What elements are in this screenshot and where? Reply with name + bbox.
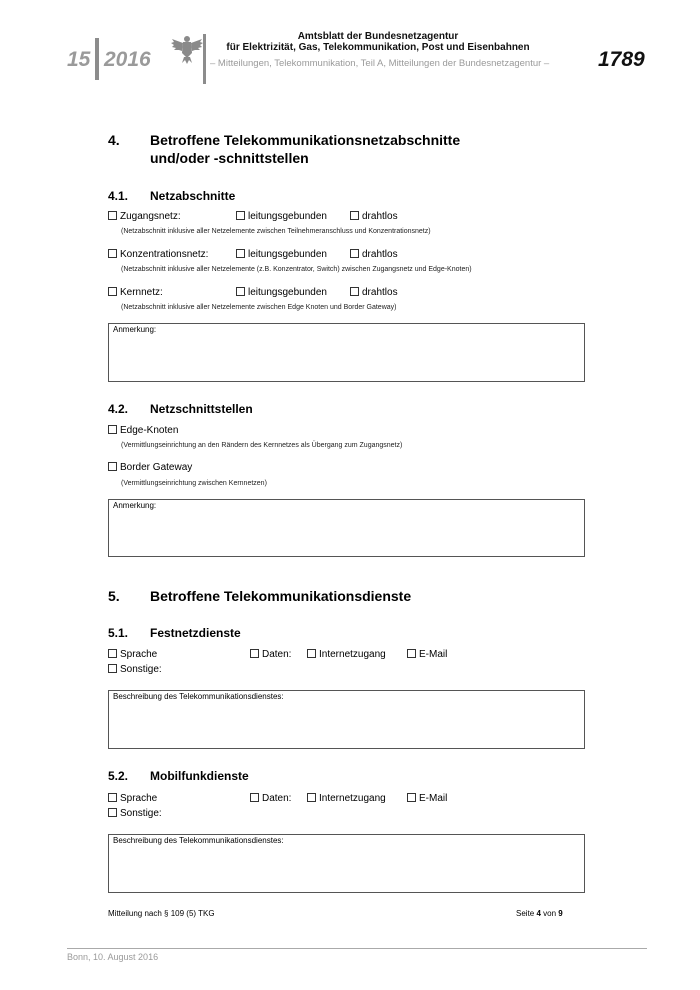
checkbox-icon [236, 211, 245, 220]
checkbox-label: Internetzugang [319, 649, 386, 660]
section-4-1-title: Netzabschnitte [150, 189, 236, 203]
section-5-1-number: 5.1. [108, 626, 129, 640]
checkbox-konzentrationsnetz-drahtlos[interactable] [350, 249, 398, 260]
section-5-heading [108, 587, 411, 605]
section-5-2-heading [108, 769, 249, 783]
description-label: Beschreibung des Telekommunikationsdienstes: [113, 836, 284, 845]
checkbox-label: Zugangsnetz: [120, 211, 181, 222]
checkbox-icon [407, 793, 416, 802]
checkbox-icon [350, 249, 359, 258]
checkbox-fest-daten[interactable] [250, 649, 291, 660]
checkbox-icon [250, 793, 259, 802]
section-4-1-number: 4.1. [108, 189, 129, 203]
section-5-1-title: Festnetzdienste [150, 626, 241, 640]
checkbox-mobil-sprache[interactable] [108, 793, 157, 804]
checkbox-icon [236, 249, 245, 258]
header-separator [95, 38, 99, 80]
checkbox-icon [407, 649, 416, 658]
checkbox-label: E-Mail [419, 649, 448, 660]
checkbox-label: Sonstige: [120, 664, 162, 675]
header-separator-2 [203, 34, 206, 84]
checkbox-icon [108, 649, 117, 658]
edge-knoten-note: (Vermittlungseinrichtung an den Rändern des Kernnetzes als Übergang zum Zugangsnetz) [121, 442, 403, 449]
checkbox-label: Border Gateway [120, 462, 193, 473]
checkbox-icon [108, 462, 117, 471]
checkbox-icon [108, 249, 117, 258]
checkbox-label: Kernnetz: [120, 287, 163, 298]
section-5-2-number: 5.2. [108, 769, 129, 783]
checkbox-label: leitungsgebunden [248, 211, 327, 222]
konzentrationsnetz-note: (Netzabschnitt inklusive aller Netzelemente (z.B. Konzentrator, Switch) zwischen Zugangsnetz und Edge-Knoten) [121, 266, 472, 273]
checkbox-label: Sprache [120, 793, 158, 804]
description-label: Beschreibung des Telekommunikationsdienstes: [113, 692, 284, 701]
section-4-title-line1: Betroffene Telekommunikationsnetzabschnitte [150, 132, 461, 148]
checkbox-mobil-daten[interactable] [250, 793, 291, 804]
page-total: 9 [558, 909, 563, 918]
section-4-2-heading [108, 402, 253, 416]
remark-field-4-2[interactable] [108, 499, 585, 557]
checkbox-label: Daten: [262, 793, 292, 804]
checkbox-label: Konzentrationsnetz: [120, 249, 209, 260]
remark-label: Anmerkung: [113, 501, 157, 510]
section-5-2-title: Mobilfunkdienste [150, 769, 249, 783]
form-page-indicator [516, 909, 563, 918]
checkbox-icon [108, 793, 117, 802]
page-current: 4 [536, 909, 541, 918]
checkbox-label: drahtlos [362, 211, 398, 222]
section-4-heading [108, 131, 460, 149]
checkbox-icon [108, 425, 117, 434]
checkbox-icon [250, 649, 259, 658]
checkbox-konzentrationsnetz[interactable] [108, 249, 208, 260]
checkbox-label: E-Mail [419, 793, 448, 804]
federal-eagle-icon [170, 33, 204, 65]
checkbox-zugangsnetz-drahtlos[interactable] [350, 211, 398, 222]
kernnetz-note: (Netzabschnitt inklusive aller Netzelemente zwischen Edge Knoten und Border Gateway) [121, 304, 397, 311]
zugangsnetz-note: (Netzabschnitt inklusive aller Netzelemente zwischen Teilnehmeranschluss und Konzentrationsnetz) [121, 228, 431, 235]
checkbox-label: leitungsgebunden [248, 287, 327, 298]
checkbox-zugangsnetz[interactable] [108, 211, 181, 222]
page-prefix: Seite [516, 909, 535, 918]
checkbox-fest-email[interactable] [407, 649, 447, 660]
checkbox-icon [307, 649, 316, 658]
checkbox-mobil-internetzugang[interactable] [307, 793, 386, 804]
checkbox-fest-sprache[interactable] [108, 649, 157, 660]
checkbox-icon [108, 287, 117, 296]
checkbox-label: drahtlos [362, 249, 398, 260]
gazette-title-line1: Amtsblatt der Bundesnetzagentur [297, 31, 459, 42]
checkbox-kernnetz-leitungsgebunden[interactable] [236, 287, 327, 298]
checkbox-konzentrationsnetz-leitungsgebunden[interactable] [236, 249, 327, 260]
checkbox-border-gateway[interactable] [108, 462, 192, 473]
section-4-title-line2: und/oder -schnittstellen [150, 150, 309, 166]
checkbox-mobil-email[interactable] [407, 793, 447, 804]
page-number: 1789 [598, 48, 645, 71]
checkbox-kernnetz[interactable] [108, 287, 163, 298]
checkbox-label: Sonstige: [120, 808, 162, 819]
checkbox-icon [236, 287, 245, 296]
publication-date: Bonn, 10. August 2016 [67, 952, 159, 962]
checkbox-label: Edge-Knoten [120, 425, 179, 436]
checkbox-kernnetz-drahtlos[interactable] [350, 287, 398, 298]
section-5-number: 5. [108, 588, 120, 604]
gazette-subtitle: – Mitteilungen, Telekommunikation, Teil A, Mitteilungen der Bundesnetzagentur – [210, 58, 550, 69]
issue-number: 15 [67, 48, 91, 71]
remark-label: Anmerkung: [113, 325, 157, 334]
service-description-field-5-2[interactable] [108, 834, 585, 893]
checkbox-edge-knoten[interactable] [108, 425, 178, 436]
section-4-2-number: 4.2. [108, 402, 129, 416]
checkbox-fest-internetzugang[interactable] [307, 649, 386, 660]
page-mid: von [543, 909, 557, 918]
form-footer-left: Mitteilung nach § 109 (5) TKG [108, 909, 215, 918]
issue-year: 2016 [104, 48, 151, 71]
gazette-title [222, 31, 534, 53]
service-description-field-5-1[interactable] [108, 690, 585, 749]
checkbox-zugangsnetz-leitungsgebunden[interactable] [236, 211, 327, 222]
checkbox-icon [307, 793, 316, 802]
section-4-2-title: Netzschnittstellen [150, 402, 253, 416]
section-4-number: 4. [108, 132, 120, 148]
border-gateway-note: (Vermittlungseinrichtung zwischen Kernnetzen) [121, 480, 267, 487]
checkbox-label: Sprache [120, 649, 158, 660]
checkbox-mobil-sonstige[interactable] [108, 808, 162, 819]
footer-rule [67, 948, 647, 949]
checkbox-icon [108, 211, 117, 220]
remark-field-4-1[interactable] [108, 323, 585, 382]
checkbox-label: Internetzugang [319, 793, 386, 804]
section-5-1-heading [108, 626, 241, 640]
checkbox-icon [350, 287, 359, 296]
checkbox-fest-sonstige[interactable] [108, 664, 162, 675]
checkbox-icon [350, 211, 359, 220]
checkbox-label: drahtlos [362, 287, 398, 298]
section-5-title: Betroffene Telekommunikationsdienste [150, 588, 412, 604]
checkbox-label: leitungsgebunden [248, 249, 327, 260]
checkbox-label: Daten: [262, 649, 292, 660]
checkbox-icon [108, 808, 117, 817]
section-4-1-heading [108, 189, 235, 203]
checkbox-icon [108, 664, 117, 673]
gazette-title-line2: für Elektrizität, Gas, Telekommunikation, Post und Eisenbahnen [226, 42, 530, 53]
